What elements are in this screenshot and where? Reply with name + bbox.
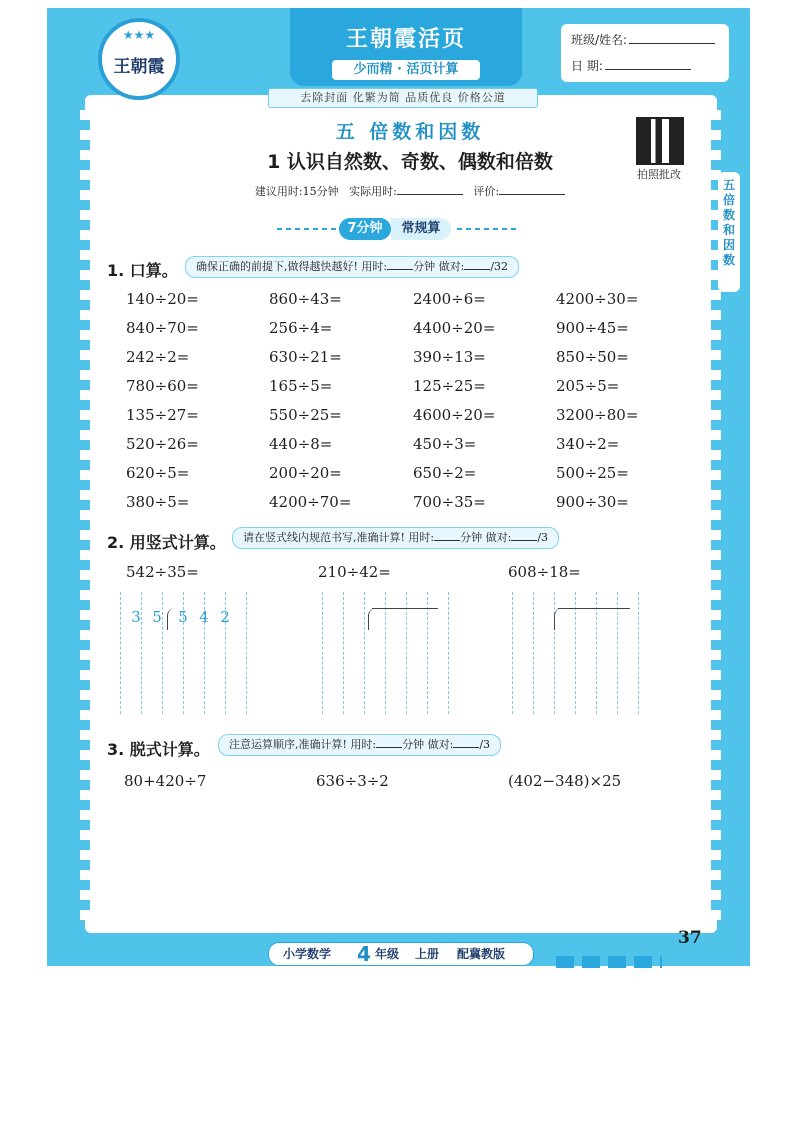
publisher-logo	[98, 18, 180, 100]
grid-line	[533, 592, 534, 714]
section3-note	[218, 734, 501, 756]
student-info-box	[561, 24, 729, 82]
footer-grade: 年级	[375, 947, 400, 961]
oral-problem: 860÷43=	[269, 290, 342, 308]
bottom-binding-tabs	[556, 956, 662, 968]
oral-problem: 4200÷70=	[269, 493, 352, 511]
section3-title: 3. 脱式计算。	[107, 740, 210, 759]
banner-minutes: 7分钟	[339, 218, 391, 240]
oral-problem: 200÷20=	[269, 464, 342, 482]
sample-digit: 5	[178, 608, 188, 626]
section3-unit: 分钟 做对:	[402, 738, 454, 751]
division-bracket	[167, 608, 176, 630]
oral-problem: 450÷3=	[413, 435, 477, 453]
footer-subject: 小学数学	[283, 947, 332, 961]
vertical-calc-grid-3[interactable]	[512, 592, 638, 714]
oral-problem: 135÷27=	[126, 406, 199, 424]
oral-problem: 165÷5=	[269, 377, 333, 395]
oral-problem: 700÷35=	[413, 493, 486, 511]
oral-problem: 242÷2=	[126, 348, 190, 366]
vertical-calc-grid-1[interactable]	[120, 592, 246, 714]
section2-total: /3	[537, 531, 549, 544]
footer-bar	[268, 942, 534, 966]
section1-unit: 分钟 做对:	[413, 260, 465, 273]
date-label: 日 期:	[571, 59, 603, 73]
oral-problem: 205÷5=	[556, 377, 620, 395]
section2-title: 2. 用竖式计算。	[107, 533, 226, 552]
timing-actual-field[interactable]	[397, 184, 463, 195]
footer-edition: 配冀教版	[457, 947, 506, 961]
oral-problem: 780÷60=	[126, 377, 199, 395]
brand-title: 王朝霞活页	[345, 27, 466, 52]
brand-subtitle: 少而精 · 活页计算	[332, 60, 480, 80]
oral-problem: 520÷26=	[126, 435, 199, 453]
division-bracket-top	[372, 608, 438, 631]
oral-problem: 850÷50=	[556, 348, 629, 366]
sample-digit: 3	[131, 608, 141, 626]
banner-dash-right	[457, 228, 517, 230]
stepwise-problem: 80+420÷7	[124, 772, 207, 790]
section1-note	[185, 256, 519, 278]
oral-problem: 390÷13=	[413, 348, 486, 366]
oral-problem: 380÷5=	[126, 493, 190, 511]
oral-problem: 2400÷6=	[413, 290, 486, 308]
vertical-calc-grid-2[interactable]	[322, 592, 448, 714]
oral-problem: 440÷8=	[269, 435, 333, 453]
oral-problem: 4400÷20=	[413, 319, 496, 337]
date-field[interactable]	[605, 58, 691, 70]
oral-problem: 900÷45=	[556, 319, 629, 337]
brand-header	[290, 8, 522, 86]
oral-problem: 125÷25=	[413, 377, 486, 395]
section3-score-field[interactable]	[453, 737, 479, 748]
oral-problem: 340÷2=	[556, 435, 620, 453]
slogan: 去除封面 化繁为简 品质优良 价格公道	[268, 88, 538, 108]
section3-time-field[interactable]	[376, 737, 402, 748]
oral-problem: 3200÷80=	[556, 406, 639, 424]
grid-line	[120, 592, 121, 714]
banner-label: 常规算	[391, 218, 451, 240]
crown-icon: ★★★	[122, 28, 156, 42]
timing-line	[230, 183, 590, 199]
sample-digit: 5	[152, 608, 162, 626]
oral-problem: 840÷70=	[126, 319, 199, 337]
section1-note-text: 确保正确的前提下,做得越快越好! 用时:	[196, 260, 388, 273]
timing-actual-label: 实际用时:	[349, 185, 397, 198]
oral-problem: 630÷21=	[269, 348, 342, 366]
footer-volume: 上册	[415, 947, 440, 961]
section1-time-field[interactable]	[387, 259, 413, 270]
qr-code-icon[interactable]	[636, 117, 684, 165]
oral-problem: 650÷2=	[413, 464, 477, 482]
oral-problem: 620÷5=	[126, 464, 190, 482]
section3-total: /3	[479, 738, 491, 751]
section1-title: 1. 口算。	[107, 261, 178, 280]
class-name-row[interactable]	[571, 32, 715, 48]
grid-line	[246, 592, 247, 714]
oral-problem: 4600÷20=	[413, 406, 496, 424]
section-banner	[317, 218, 471, 240]
section1-total: /32	[490, 260, 509, 273]
oral-problem: 140÷20=	[126, 290, 199, 308]
section2-unit: 分钟 做对:	[460, 531, 512, 544]
page-number: 37	[678, 928, 702, 948]
section3-note-text: 注意运算顺序,准确计算! 用时:	[229, 738, 377, 751]
section2-note	[232, 527, 559, 549]
class-name-label: 班级/姓名:	[571, 33, 628, 47]
section2-time-field[interactable]	[434, 530, 460, 541]
date-row[interactable]	[571, 58, 691, 74]
banner-dash-left	[277, 228, 337, 230]
oral-problem: 500÷25=	[556, 464, 629, 482]
stepwise-problem: (402−348)×25	[508, 772, 622, 790]
chapter-title: 五 倍数和因数	[335, 121, 485, 143]
footer-grade-number: 4	[357, 942, 371, 966]
class-name-field[interactable]	[629, 32, 715, 44]
timing-eval-field[interactable]	[499, 184, 565, 195]
section2-note-text: 请在竖式线内规范书写,准确计算! 用时:	[243, 531, 435, 544]
oral-problem: 4200÷30=	[556, 290, 639, 308]
division-bracket-top	[558, 608, 630, 631]
qr-label: 拍照批改	[637, 168, 681, 181]
logo-text: 王朝霞	[113, 57, 165, 77]
oral-problem: 256÷4=	[269, 319, 333, 337]
oral-problem: 550÷25=	[269, 406, 342, 424]
side-chapter-tab: 五 倍数和因数	[718, 172, 740, 292]
grid-line	[343, 592, 344, 714]
vertical-problem: 608÷18=	[508, 563, 581, 581]
oral-problem: 900÷30=	[556, 493, 629, 511]
grid-line	[638, 592, 639, 714]
grid-line	[322, 592, 323, 714]
vertical-problem: 542÷35=	[126, 563, 199, 581]
lesson-title: 1 认识自然数、奇数、偶数和倍数	[267, 151, 553, 173]
sample-digit: 2	[220, 608, 230, 626]
grid-line	[364, 592, 365, 714]
timing-suggest: 建议用时:15分钟	[254, 185, 339, 198]
vertical-problem: 210÷42=	[318, 563, 391, 581]
section2-score-field[interactable]	[511, 530, 537, 541]
sample-digit: 4	[199, 608, 209, 626]
left-wave-border	[80, 110, 90, 920]
stepwise-problem: 636÷3÷2	[316, 772, 389, 790]
grid-line	[512, 592, 513, 714]
section1-score-field[interactable]	[464, 259, 490, 270]
grid-line	[448, 592, 449, 714]
timing-eval-label: 评价:	[473, 185, 500, 198]
